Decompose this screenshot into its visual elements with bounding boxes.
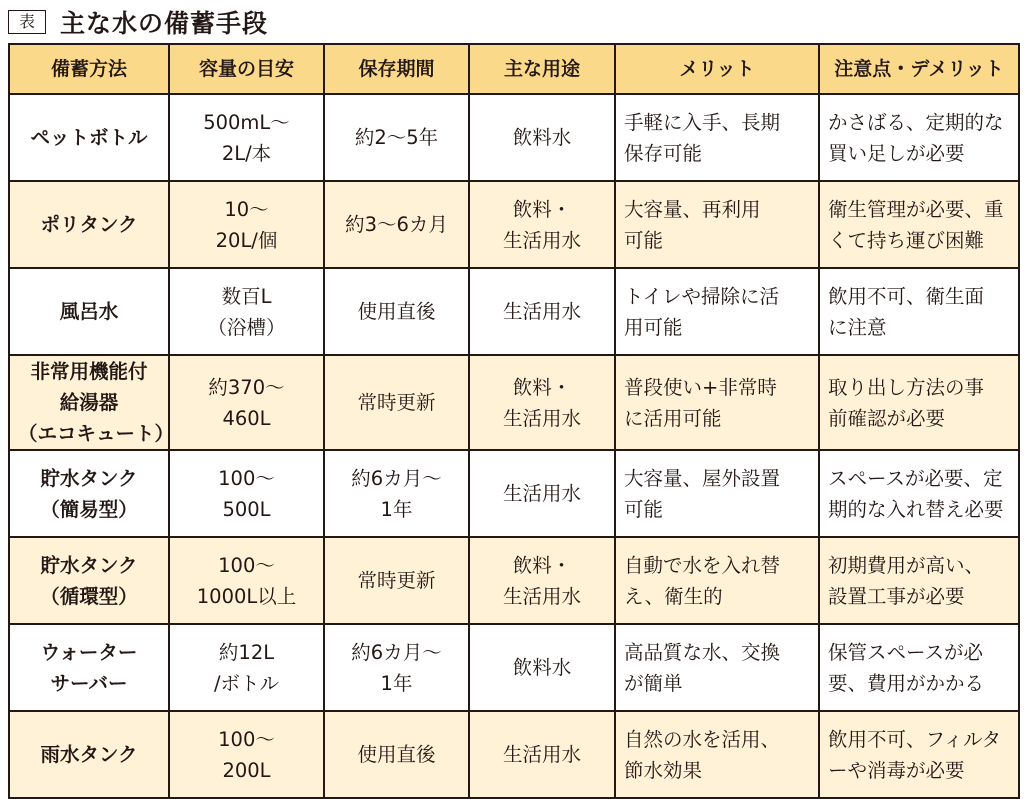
cell-text-line: 約370〜 bbox=[208, 375, 285, 399]
cell-text-line: 風呂水 bbox=[59, 300, 119, 323]
cell-method bbox=[9, 537, 169, 624]
cell-text-line: 衛生管理が必要、重 bbox=[828, 197, 1004, 221]
table-row bbox=[9, 624, 1019, 711]
cell-caution bbox=[819, 711, 1019, 798]
cell-capacity bbox=[169, 181, 324, 268]
cell-text-line: 1年 bbox=[380, 497, 413, 521]
cell-method bbox=[9, 711, 169, 798]
cell-text-line: 100〜 bbox=[218, 553, 275, 577]
cell-period bbox=[324, 181, 469, 268]
table-row bbox=[9, 537, 1019, 624]
table-row bbox=[9, 94, 1019, 181]
cell-text-line: 貯水タンク bbox=[40, 553, 138, 577]
cell-text-line: 期的な入れ替え必要 bbox=[828, 497, 1004, 521]
cell-text-line: 使用直後 bbox=[357, 300, 436, 323]
cell-text-line: ーや消毒が必要 bbox=[828, 758, 965, 782]
cell-use bbox=[469, 94, 615, 181]
cell-period bbox=[324, 624, 469, 711]
cell-capacity bbox=[169, 537, 324, 624]
cell-text-line: 生活用水 bbox=[502, 482, 581, 505]
table-header-row bbox=[9, 44, 1019, 94]
cell-text-line: 飲料・ bbox=[512, 197, 572, 221]
cell-text-line: トイレや掃除に活 bbox=[624, 284, 780, 308]
cell-capacity bbox=[169, 711, 324, 798]
table-row bbox=[9, 355, 1019, 450]
cell-text-line: 可能 bbox=[624, 228, 664, 252]
cell-text-line: （循環型） bbox=[40, 584, 138, 608]
cell-text-line: 非常用機能付 bbox=[30, 360, 148, 383]
cell-text-line: 節水効果 bbox=[624, 758, 703, 782]
cell-text-line: 給湯器 bbox=[59, 391, 119, 414]
cell-capacity bbox=[169, 94, 324, 181]
cell-use bbox=[469, 355, 615, 450]
cell-text-line: 飲料水 bbox=[512, 126, 572, 149]
table-row bbox=[9, 181, 1019, 268]
cell-text-line: 飲料・ bbox=[512, 375, 572, 399]
cell-method bbox=[9, 624, 169, 711]
cell-use bbox=[469, 711, 615, 798]
cell-text-line: が簡単 bbox=[624, 671, 683, 695]
cell-text-line: ウォーター bbox=[40, 640, 138, 664]
cell-text-line: に活用可能 bbox=[624, 406, 722, 430]
header-caution: 注意点・デメリット bbox=[819, 44, 1019, 94]
cell-merit bbox=[615, 624, 819, 711]
cell-merit bbox=[615, 268, 819, 355]
cell-capacity bbox=[169, 450, 324, 537]
cell-merit bbox=[615, 711, 819, 798]
cell-text-line: 460L bbox=[222, 406, 271, 430]
cell-caution bbox=[819, 355, 1019, 450]
cell-use bbox=[469, 268, 615, 355]
cell-method bbox=[9, 181, 169, 268]
header-use: 主な用途 bbox=[469, 44, 615, 94]
cell-text-line: 100〜 bbox=[218, 727, 275, 751]
cell-text-line: かさばる、定期的な bbox=[828, 110, 1004, 134]
cell-text-line: （簡易型） bbox=[40, 497, 138, 521]
cell-period bbox=[324, 94, 469, 181]
cell-text-line: 10〜 bbox=[224, 197, 269, 221]
table-row bbox=[9, 268, 1019, 355]
cell-text-line: 用可能 bbox=[624, 315, 683, 339]
header-merit: メリット bbox=[615, 44, 819, 94]
cell-text-line: 生活用水 bbox=[502, 228, 581, 252]
cell-text-line: 常時更新 bbox=[357, 391, 436, 414]
table-row bbox=[9, 711, 1019, 798]
cell-text-line: 500mL〜 bbox=[203, 110, 290, 134]
cell-text-line: 約6カ月〜 bbox=[351, 466, 442, 490]
cell-text-line: （浴槽） bbox=[207, 315, 286, 339]
cell-text-line: 雨水タンク bbox=[40, 743, 138, 766]
cell-caution bbox=[819, 268, 1019, 355]
cell-text-line: 保存可能 bbox=[624, 141, 703, 165]
cell-text-line: に注意 bbox=[828, 315, 887, 339]
cell-use bbox=[469, 181, 615, 268]
cell-method bbox=[9, 450, 169, 537]
cell-method bbox=[9, 268, 169, 355]
table-label: 表 bbox=[8, 10, 46, 34]
cell-text-line: 使用直後 bbox=[357, 743, 436, 766]
cell-text-line: /ボトル bbox=[213, 671, 280, 695]
cell-text-line: 1000L以上 bbox=[196, 584, 297, 608]
cell-text-line: 初期費用が高い、 bbox=[828, 553, 985, 577]
cell-text-line: 保管スペースが必 bbox=[828, 640, 984, 664]
cell-use bbox=[469, 450, 615, 537]
table-row bbox=[9, 450, 1019, 537]
cell-text-line: 飲用不可、衛生面 bbox=[828, 284, 985, 308]
cell-capacity bbox=[169, 355, 324, 450]
cell-text-line: 常時更新 bbox=[357, 569, 436, 592]
cell-text-line: 飲用不可、フィルタ bbox=[828, 727, 1002, 751]
cell-text-line: スペースが必要、定 bbox=[828, 466, 1003, 490]
cell-caution bbox=[819, 537, 1019, 624]
cell-text-line: ポリタンク bbox=[40, 213, 138, 236]
cell-text-line: 500L bbox=[222, 497, 271, 521]
cell-text-line: 数百L bbox=[221, 284, 272, 308]
cell-caution bbox=[819, 624, 1019, 711]
cell-caution bbox=[819, 94, 1019, 181]
cell-text-line: ペットボトル bbox=[30, 126, 148, 149]
cell-text-line: 20L/個 bbox=[215, 228, 278, 252]
cell-merit bbox=[615, 450, 819, 537]
cell-period bbox=[324, 355, 469, 450]
cell-text-line: 生活用水 bbox=[502, 406, 581, 430]
cell-use bbox=[469, 624, 615, 711]
cell-merit bbox=[615, 355, 819, 450]
table-caption bbox=[8, 6, 268, 38]
cell-period bbox=[324, 268, 469, 355]
cell-method bbox=[9, 355, 175, 450]
cell-text-line: 生活用水 bbox=[502, 584, 581, 608]
page-title: 主な水の備蓄手段 bbox=[60, 9, 269, 38]
cell-text-line: 大容量、再利用 bbox=[624, 197, 761, 221]
cell-text-line: 200L bbox=[222, 758, 271, 782]
cell-text-line: 設置工事が必要 bbox=[828, 584, 965, 608]
cell-text-line: 100〜 bbox=[218, 466, 275, 490]
cell-text-line: 大容量、屋外設置 bbox=[624, 466, 781, 490]
cell-text-line: 1年 bbox=[380, 671, 413, 695]
cell-merit bbox=[615, 94, 819, 181]
cell-text-line: サーバー bbox=[50, 671, 128, 695]
cell-text-line: 約2〜5年 bbox=[354, 126, 439, 149]
cell-text-line: 可能 bbox=[624, 497, 664, 521]
cell-text-line: くて持ち運び困難 bbox=[828, 228, 985, 252]
cell-merit bbox=[615, 181, 819, 268]
cell-text-line: 前確認が必要 bbox=[828, 406, 946, 430]
cell-text-line: 取り出し方法の事 bbox=[828, 375, 985, 399]
cell-text-line: 飲料水 bbox=[512, 656, 572, 679]
cell-text-line: 自動で水を入れ替 bbox=[624, 553, 781, 577]
cell-text-line: 要、費用がかかる bbox=[828, 671, 985, 695]
cell-caution bbox=[819, 450, 1019, 537]
cell-text-line: 普段使い+非常時 bbox=[624, 375, 777, 399]
cell-text-line: 買い足しが必要 bbox=[828, 141, 965, 165]
header-method: 備蓄方法 bbox=[9, 44, 169, 94]
cell-text-line: 約12L bbox=[218, 640, 275, 664]
cell-use bbox=[469, 537, 615, 624]
cell-caution bbox=[819, 181, 1019, 268]
cell-text-line: 高品質な水、交換 bbox=[624, 640, 781, 664]
cell-text-line: 手軽に入手、長期 bbox=[624, 110, 781, 134]
cell-text-line: 約6カ月〜 bbox=[351, 640, 442, 664]
cell-capacity bbox=[169, 624, 324, 711]
cell-period bbox=[324, 711, 469, 798]
cell-text-line: 2L/本 bbox=[221, 141, 272, 165]
cell-method bbox=[9, 94, 169, 181]
cell-period bbox=[324, 450, 469, 537]
cell-text-line: 自然の水を活用、 bbox=[624, 727, 781, 751]
cell-merit bbox=[615, 537, 819, 624]
cell-text-line: 貯水タンク bbox=[40, 466, 138, 490]
cell-text-line: 生活用水 bbox=[502, 300, 581, 323]
cell-text-line: 約3〜6カ月 bbox=[345, 213, 448, 236]
cell-text-line: （エコキュート） bbox=[18, 422, 175, 445]
cell-text-line: 飲料・ bbox=[512, 553, 572, 577]
header-capacity: 容量の目安 bbox=[169, 44, 324, 94]
cell-capacity bbox=[169, 268, 324, 355]
cell-period bbox=[324, 537, 469, 624]
cell-text-line: え、衛生的 bbox=[624, 584, 723, 608]
cell-text-line: 生活用水 bbox=[502, 743, 581, 766]
water-storage-table bbox=[8, 43, 1020, 799]
header-period: 保存期間 bbox=[324, 44, 469, 94]
